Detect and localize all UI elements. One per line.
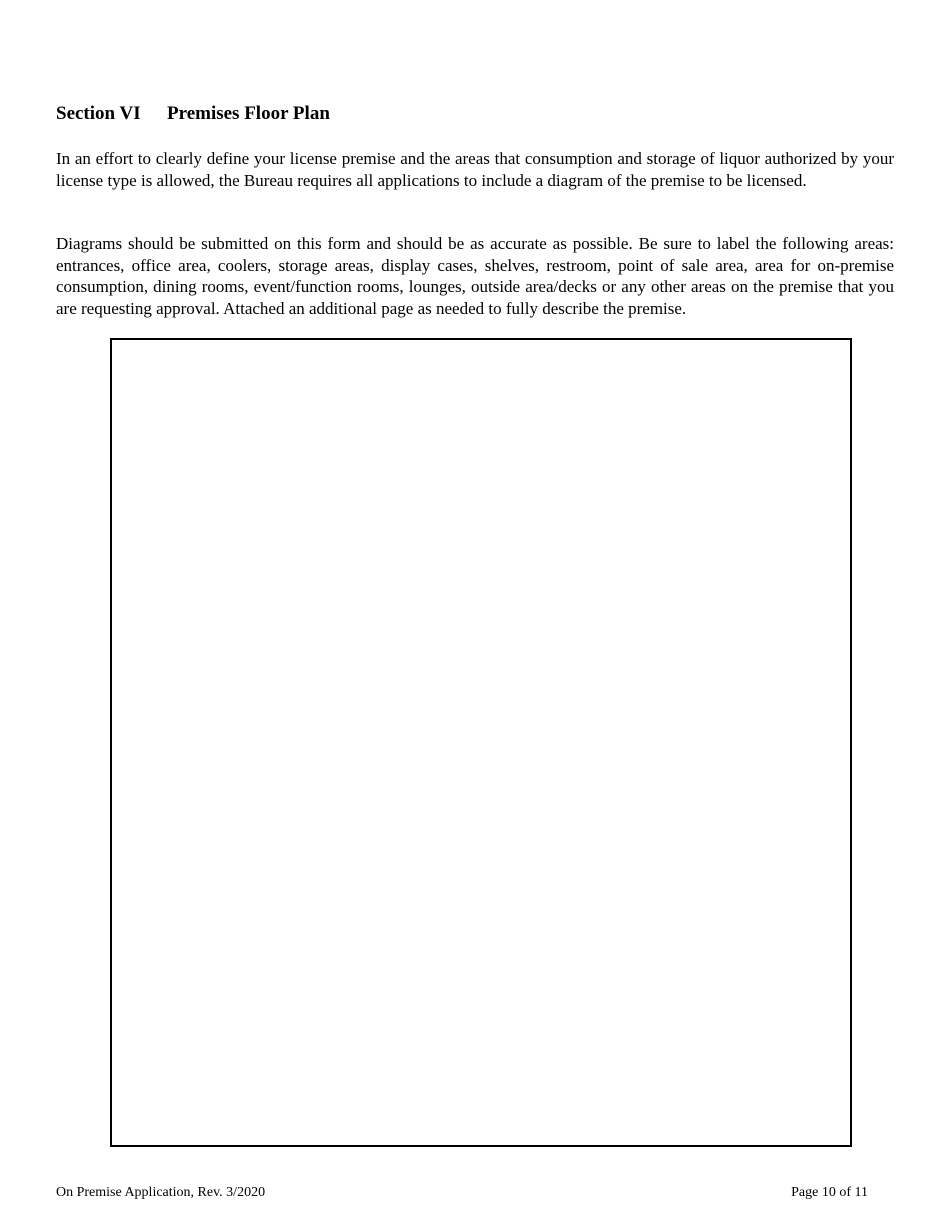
footer-form-name: On Premise Application, Rev. 3/2020 bbox=[56, 1185, 266, 1200]
section-number: Section VI bbox=[56, 103, 141, 124]
section-heading bbox=[56, 102, 330, 126]
instructions-paragraph: Diagrams should be submitted on this form and should be as accurate as possible. Be sure to label the following areas: entrances, office area, coolers, storage areas, display cases, shelves, restroom, point of sale area, area for on-premise consumption, dining rooms, event/function rooms, lounges, outside area/decks or any other areas on the premise that you are requesting approval. Attached an additional page as needed to fully describe the premise. bbox=[56, 234, 894, 318]
section-title: Premises Floor Plan bbox=[167, 103, 330, 124]
intro-paragraph: In an effort to clearly define your license premise and the areas that consumption and storage of liquor authorized by your license type is allowed, the Bureau requires all applications to include a diagram of the premise to be licensed. bbox=[56, 149, 894, 190]
footer-page-number: Page 10 of 11 bbox=[791, 1185, 868, 1200]
floor-plan-drawing-area[interactable] bbox=[110, 338, 852, 1147]
